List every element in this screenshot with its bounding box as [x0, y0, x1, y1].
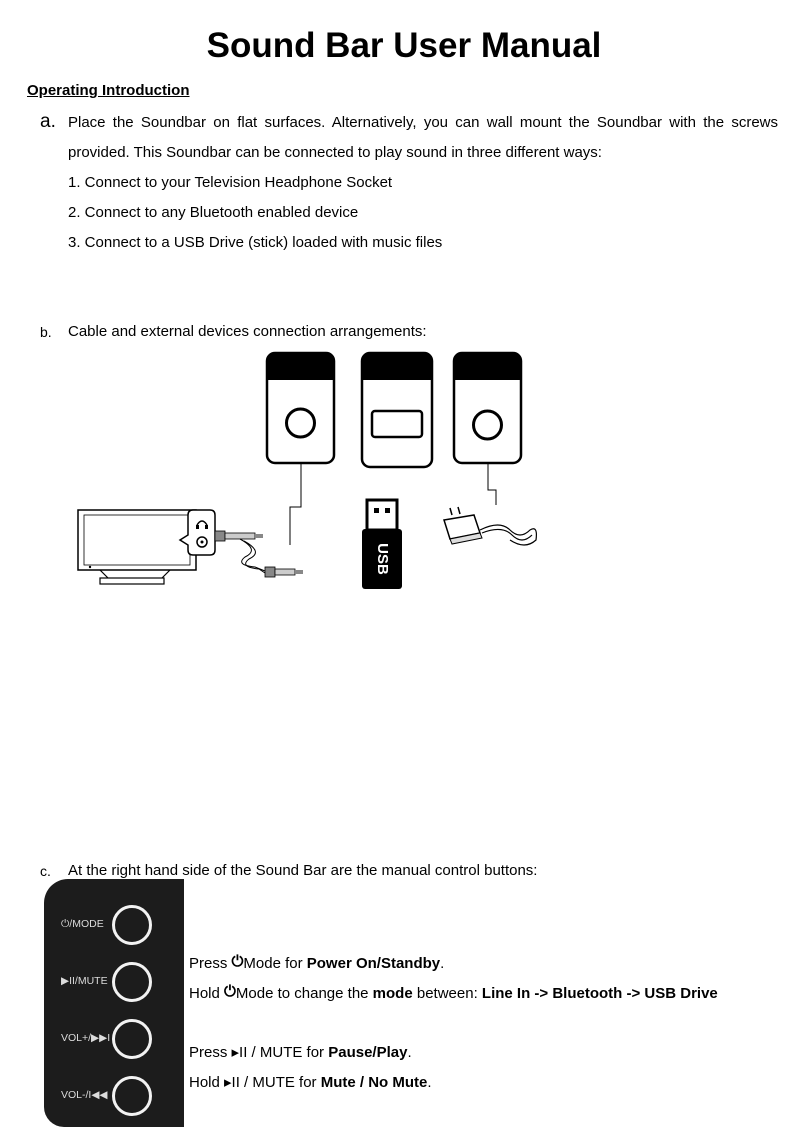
mode-button	[112, 905, 152, 945]
speaker-unit-center	[362, 353, 432, 467]
power-icon: ⏻	[231, 953, 244, 970]
usb-stick-icon	[362, 500, 402, 589]
connection-diagram	[70, 345, 550, 595]
button-label-mode: ⏻/MODE	[61, 918, 104, 930]
list-item: 1. Connect to your Television Headphone Socket	[68, 174, 393, 191]
list-item: 3. Connect to a USB Drive (stick) loaded with music files	[68, 234, 443, 251]
instruction-mode: Hold ⏻Mode to change the mode between: Line In -> Bluetooth -> USB Drive	[189, 983, 718, 1002]
item-letter-b: b.	[40, 324, 52, 340]
page-title: Sound Bar User Manual	[206, 26, 602, 65]
list-item: 2. Connect to any Bluetooth enabled device	[68, 204, 359, 221]
part-a-line2: provided. This Soundbar can be connected to play sound in three different ways:	[68, 144, 602, 161]
speaker-unit-left	[267, 353, 334, 463]
instruction-power: Press ⏻Mode for Power On/Standby.	[189, 953, 445, 972]
button-label-vol-down: VOL-/I◀◀	[61, 1089, 108, 1101]
part-b-text: Cable and external devices connection arrangements:	[68, 323, 427, 340]
volume-up-button	[112, 1019, 152, 1059]
power-icon: ⏻	[224, 983, 236, 1000]
power-adapter-icon	[444, 507, 536, 545]
section-heading: Operating Introduction	[27, 82, 190, 99]
usb-label: USB	[374, 543, 392, 575]
instruction-mute: Hold ▸II / MUTE for Mute / No Mute.	[189, 1074, 432, 1091]
volume-down-button	[112, 1076, 152, 1116]
control-panel	[44, 879, 184, 1127]
speaker-unit-right	[454, 353, 521, 463]
item-letter-a: a.	[40, 111, 56, 132]
button-label-vol-up: VOL+/▶▶I	[61, 1032, 111, 1044]
item-letter-c: c.	[40, 863, 51, 879]
part-c-text: At the right hand side of the Sound Bar are the manual control buttons:	[68, 862, 538, 879]
tv-icon	[78, 510, 196, 584]
instruction-pause-play: Press ▸II / MUTE for Pause/Play.	[189, 1044, 412, 1061]
play-mute-button	[112, 962, 152, 1002]
part-a-line1: Place the Soundbar on flat surfaces. Alternatively, you can wall mount the Soundbar with the screws	[68, 114, 778, 131]
button-label-mute: ▶II/MUTE	[61, 975, 108, 987]
